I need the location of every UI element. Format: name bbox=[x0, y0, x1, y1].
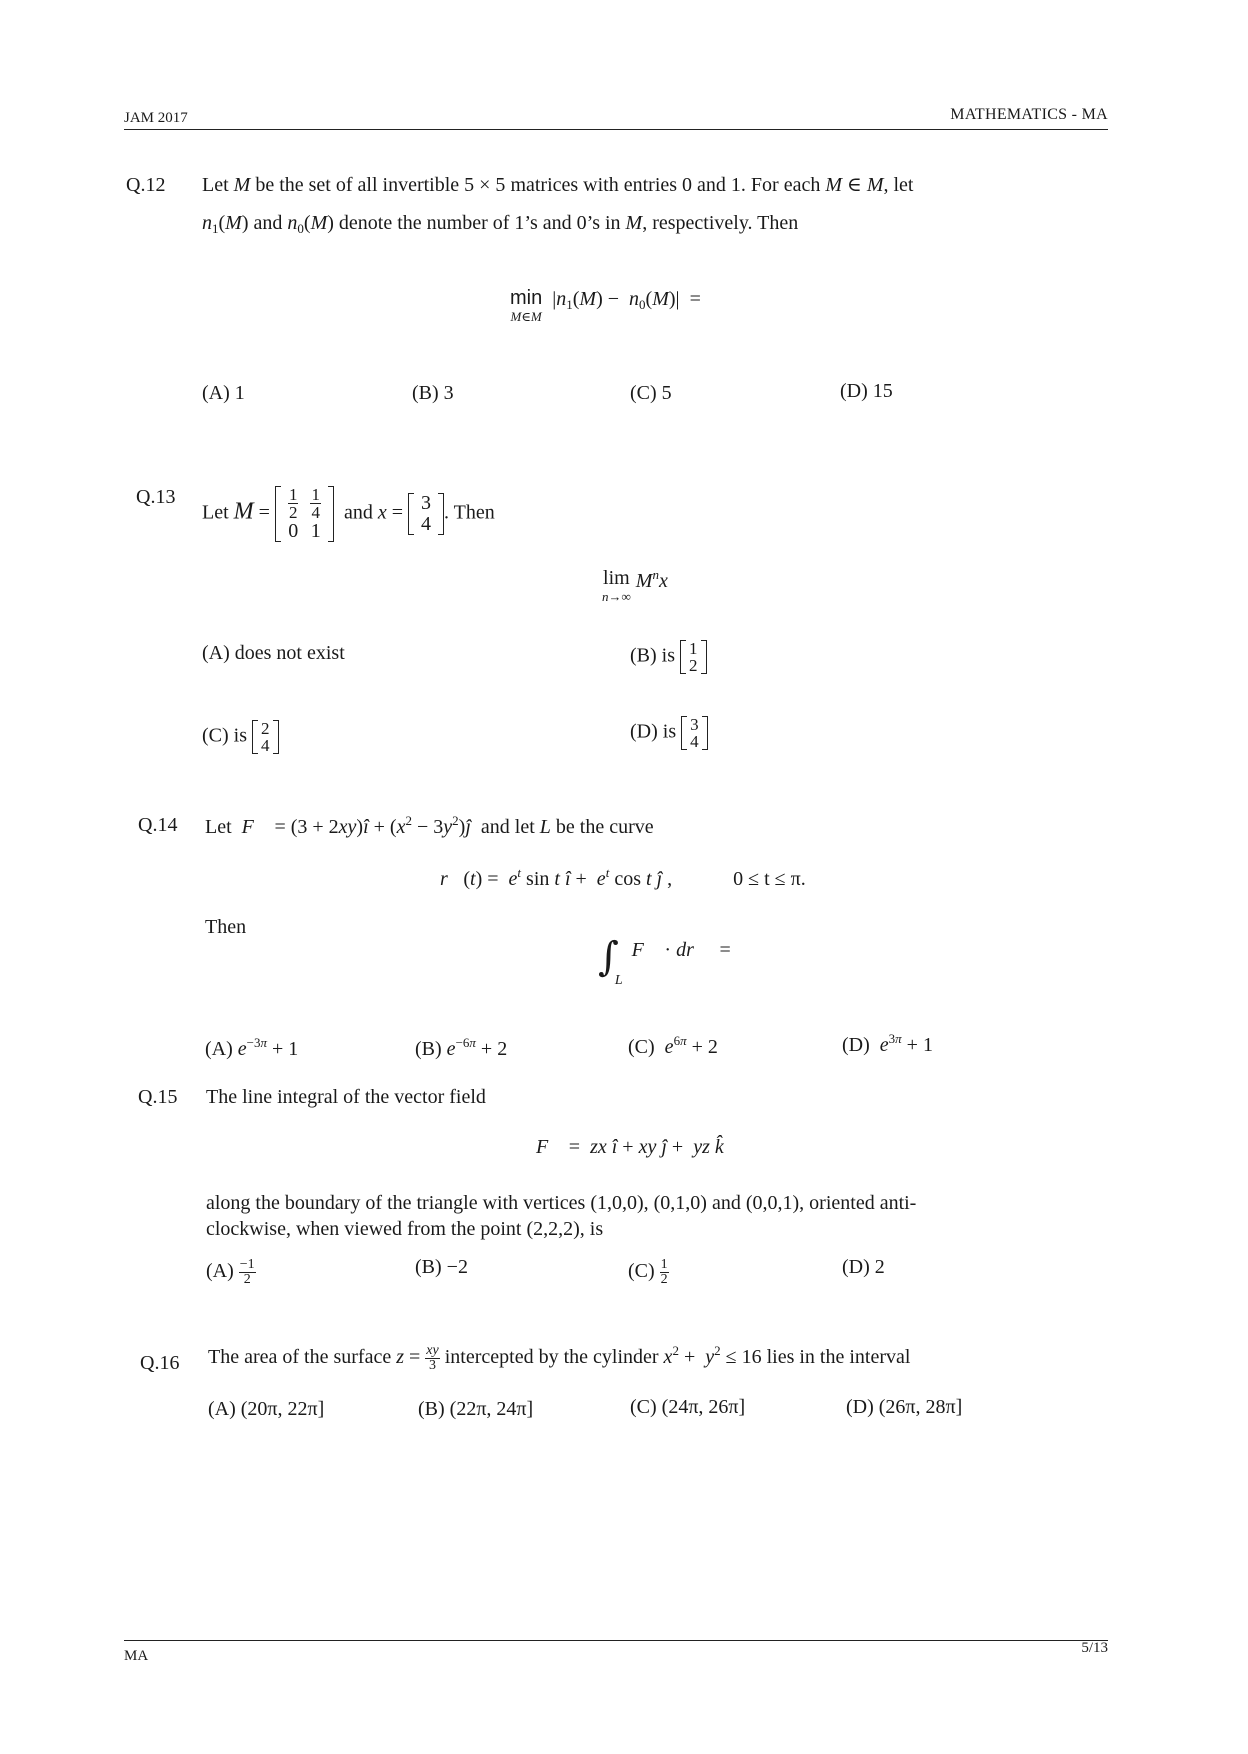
q16-option-d: (D) (26π, 28π] bbox=[846, 1396, 963, 1418]
q14-option-c: (C) $e^{6\pi} + 2$ bbox=[628, 1033, 718, 1058]
q14-then: Then bbox=[205, 916, 247, 938]
q15-vector-field: F⃗ = zx î + xy ĵ + yz k̂ bbox=[536, 1136, 724, 1158]
q16-number: Q.16 bbox=[140, 1352, 180, 1374]
q15-option-a: (A) $\frac{-1}{2}$ bbox=[206, 1257, 255, 1287]
q15-line-2: along the boundary of the triangle with vertices (1,0,0), (0,1,0) and (0,0,1), oriented anti- bbox=[206, 1192, 917, 1214]
q14-option-b: (B) $e^{-6\pi} + 2$ bbox=[415, 1035, 508, 1060]
q12-option-a: (A) 1 bbox=[202, 382, 245, 404]
q13-option-a: (A) does not exist bbox=[202, 642, 345, 664]
q15-line-3: clockwise, when viewed from the point (2,2,2), is bbox=[206, 1218, 604, 1240]
q13-option-c-vector: 2 4 bbox=[252, 720, 279, 754]
header-rule bbox=[124, 129, 1108, 130]
q14-integral: $\int_L$ F⃗ · dr⃗ = bbox=[598, 934, 731, 988]
q16-statement: The area of the surface z = $\frac{xy}{3}$ intercepted by the cylinder $x^2 + y^2 \le 16$ lies in the interval bbox=[208, 1343, 911, 1373]
vector-x: 3 4 bbox=[408, 493, 444, 535]
q13-option-c: (C) is 2 4 bbox=[202, 720, 279, 754]
q13-option-d-vector: 3 4 bbox=[681, 716, 708, 750]
q13-option-b: (B) is 1 2 bbox=[630, 640, 707, 674]
q12-option-d: (D) 15 bbox=[840, 380, 893, 402]
q15-option-b: (B) −2 bbox=[415, 1256, 468, 1278]
q12-option-c: (C) 5 bbox=[630, 382, 672, 404]
q12-line-2: $n_1(M)$ and $n_0(M)$ denote the number of 1’s and 0’s in M, respectively. Then bbox=[202, 212, 799, 236]
q16-fraction: $\frac{xy}{3}$ bbox=[426, 1343, 439, 1373]
q16-option-c: (C) (24π, 26π] bbox=[630, 1396, 746, 1418]
q13-statement: Let M = $\frac{1}{2}$ $\frac{1}{4}$ 0 1 and x = 3 4 . Then bbox=[202, 485, 495, 542]
footer-subject-code: MA bbox=[124, 1648, 149, 1664]
footer-page-number: 5/13 bbox=[1081, 1640, 1108, 1656]
q13-option-b-vector: 1 2 bbox=[680, 640, 707, 674]
footer-rule bbox=[124, 1640, 1108, 1641]
q15-number: Q.15 bbox=[138, 1086, 178, 1108]
header-exam-name: JAM 2017 bbox=[124, 110, 188, 126]
q13-limit: lim n→∞ $M^nx$ bbox=[602, 567, 668, 604]
q13-option-d: (D) is 3 4 bbox=[630, 716, 708, 750]
q14-line-1: Let F⃗ = (3 + 2xy)î + ($x^2$ − $3y^2)ĵ$ and let L be the curve bbox=[205, 813, 654, 838]
integral-sign: ∫ bbox=[598, 934, 619, 980]
q14-curve: r⃗(t) = $e^t$ sin t î + $e^t$ cos t ĵ , 0 ≤ t ≤ π. bbox=[440, 865, 806, 890]
q14-option-a: (A) $e^{-3\pi} + 1$ bbox=[205, 1035, 299, 1060]
q12-option-b: (B) 3 bbox=[412, 382, 454, 404]
header-subject: MATHEMATICS - MA bbox=[950, 106, 1108, 123]
min-operator: min M∈M bbox=[510, 287, 543, 324]
q16-option-b: (B) (22π, 24π] bbox=[418, 1398, 534, 1420]
q15-line-1: The line integral of the vector field bbox=[206, 1086, 486, 1108]
matrix-M: $\frac{1}{2}$ $\frac{1}{4}$ 0 1 bbox=[275, 486, 334, 542]
lim-operator: lim n→∞ bbox=[602, 567, 631, 604]
q14-number: Q.14 bbox=[138, 814, 178, 836]
q13-number: Q.13 bbox=[136, 486, 176, 508]
q12-line-1: Let M be the set of all invertible 5 × 5 matrices with entries 0 and 1. For each M ∈ M, let bbox=[202, 174, 914, 196]
q15-option-c: (C) $\frac{1}{2}$ bbox=[628, 1257, 668, 1287]
q12-expression: min M∈M $|n_1(M) - n_0(M)|$ = bbox=[510, 287, 701, 324]
q14-option-d: (D) $e^{3\pi} + 1$ bbox=[842, 1031, 933, 1056]
q15-option-d: (D) 2 bbox=[842, 1256, 885, 1278]
q16-option-a: (A) (20π, 22π] bbox=[208, 1398, 325, 1420]
q12-number: Q.12 bbox=[126, 174, 166, 196]
